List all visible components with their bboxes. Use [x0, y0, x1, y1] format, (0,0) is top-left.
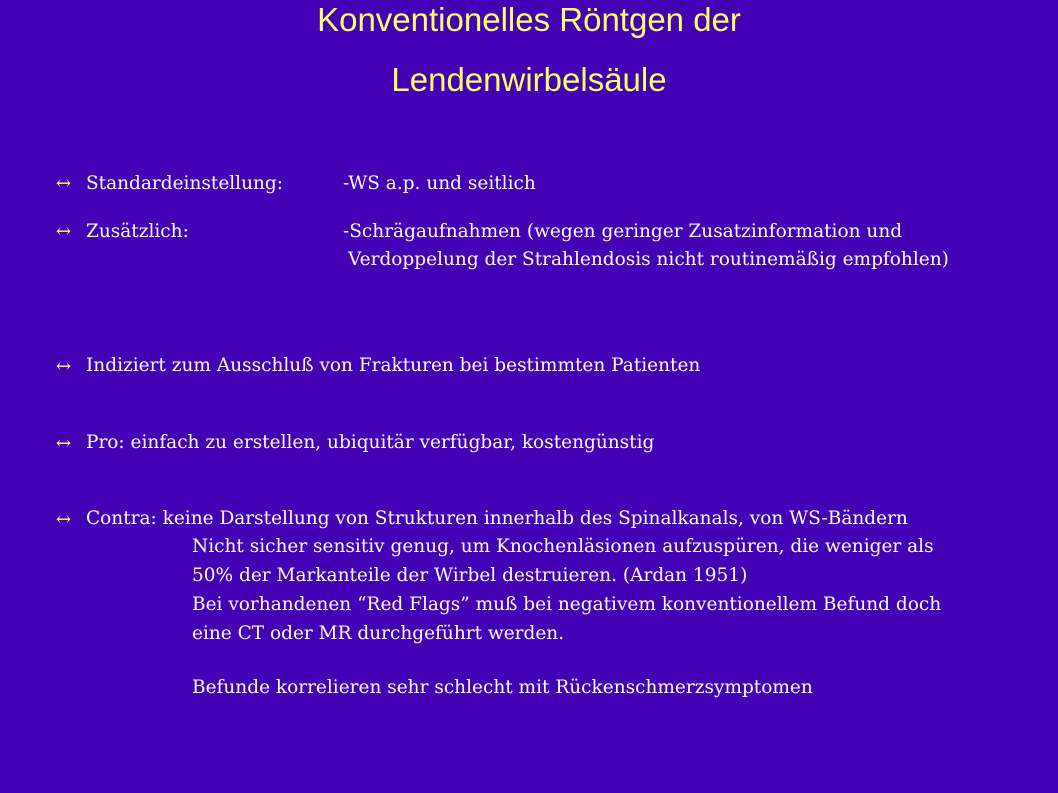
pro-text: Pro: einfach zu erstellen, ubiquitär verfügbar, kostengünstig — [86, 432, 655, 453]
bullet-arrow-icon: ↔ — [56, 221, 72, 242]
contra-line-2: Nicht sicher sensitiv genug, um Knochenläsionen aufzuspüren, die weniger als — [192, 536, 934, 557]
contra-line-1: Contra: keine Darstellung von Strukturen innerhalb des Spinalkanals, von WS-Bändern — [86, 508, 908, 529]
indication-text: Indiziert zum Ausschluß von Frakturen bei bestimmten Patienten — [86, 355, 701, 376]
bullet-arrow-icon: ↔ — [56, 433, 72, 454]
slide-title-line-1: Konventionelles Röntgen der — [317, 1, 741, 38]
bullet-arrow-icon: ↔ — [56, 509, 72, 530]
additional-value-line-1: -Schrägaufnahmen (wegen geringer Zusatzinformation und — [343, 221, 903, 242]
contra-line-4: Bei vorhandenen “Red Flags” muß bei negativem konventionellem Befund doch — [192, 594, 942, 615]
contra-line-3: 50% der Markanteile der Wirbel destruieren. (Ardan 1951) — [192, 565, 748, 586]
additional-value-line-2: Verdoppelung der Strahlendosis nicht routinemäßig empfohlen) — [348, 249, 949, 270]
contra-line-5: eine CT oder MR durchgeführt werden. — [192, 623, 565, 644]
bullet-arrow-icon: ↔ — [56, 173, 72, 194]
additional-label: Zusätzlich: — [86, 221, 189, 242]
standard-setting-value: -WS a.p. und seitlich — [343, 173, 536, 194]
contra-line-6: Befunde korrelieren sehr schlecht mit Rückenschmerzsymptomen — [192, 677, 813, 698]
standard-setting-label: Standardeinstellung: — [86, 173, 284, 194]
bullet-arrow-icon: ↔ — [56, 356, 72, 377]
slide-title-line-2: Lendenwirbelsäule — [391, 61, 667, 98]
